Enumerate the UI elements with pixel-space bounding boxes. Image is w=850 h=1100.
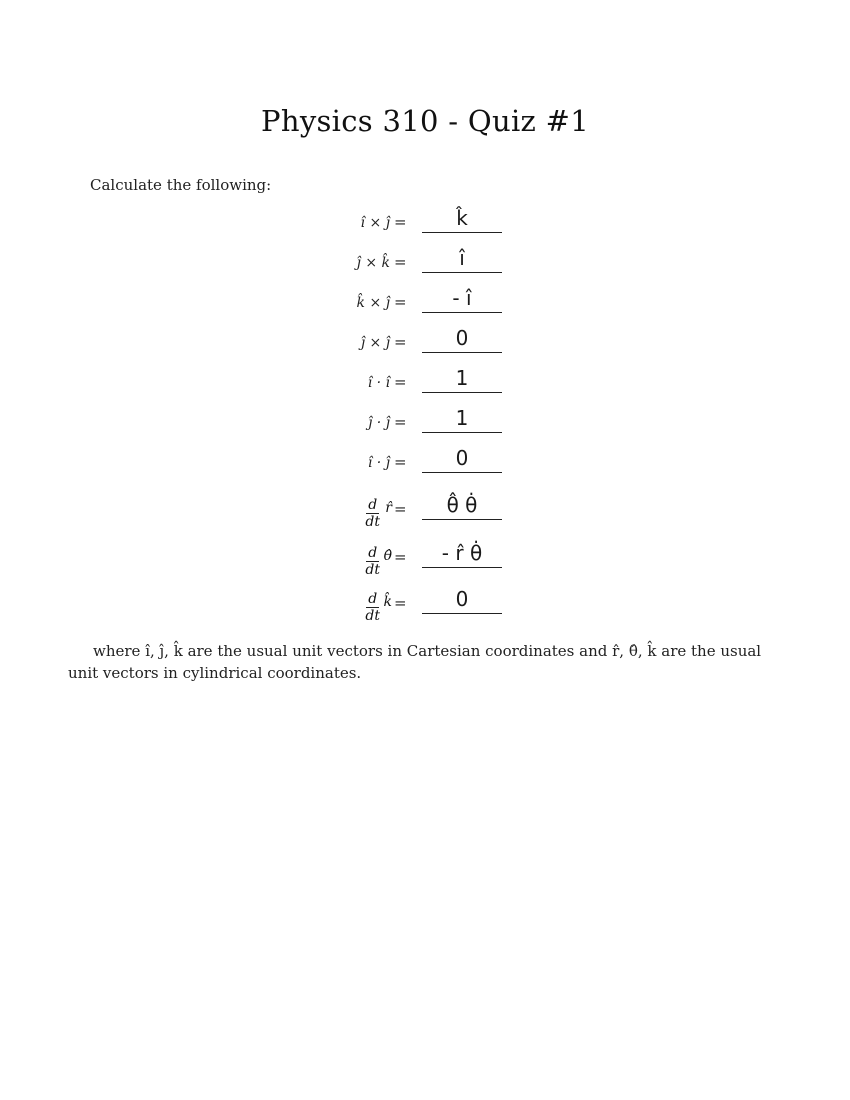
equals-sign: = (394, 293, 407, 311)
question-expression: î · î (367, 375, 390, 391)
handwritten-answer: 1 (455, 406, 469, 430)
question-expression: ĵ × k̂ (356, 255, 390, 271)
answer-blank[interactable] (422, 537, 502, 568)
question-expression: î × ĵ (360, 215, 390, 231)
instructions: Calculate the following: (90, 176, 272, 194)
handwritten-answer: 0 (455, 446, 469, 470)
question-row (330, 283, 520, 313)
footer-note: where î, ĵ, k̂ are the usual unit vectors in Cartesian coordinates and r̂, θ̂, k̂ are the usual unit vectors in cylindrical coordinates. (68, 642, 762, 682)
answer-blank[interactable] (422, 402, 502, 433)
equals-sign: = (394, 500, 407, 518)
handwritten-answer: - r̂ θ̇ (441, 541, 483, 565)
equals-sign: = (394, 213, 407, 231)
question-row (330, 323, 520, 353)
equals-sign: = (394, 548, 407, 566)
derivative-numerator: d (368, 545, 378, 561)
question-row (330, 443, 520, 473)
equals-sign: = (394, 413, 407, 431)
answer-blank[interactable] (422, 362, 502, 393)
derivative-operand: k̂ (383, 594, 392, 610)
question-expression: ĵ × ĵ (360, 335, 390, 351)
handwritten-answer: 0 (455, 587, 469, 611)
derivative-operand: θ̂ (383, 548, 392, 564)
answer-blank[interactable] (422, 489, 502, 520)
question-row (330, 584, 520, 624)
derivative-operand: r̂ (385, 500, 392, 516)
handwritten-answer: θ̂ θ̇ (446, 493, 478, 517)
question-row (330, 203, 520, 233)
derivative-fraction (365, 591, 380, 624)
answer-blank[interactable] (422, 282, 502, 313)
derivative-denominator: dt (365, 608, 380, 624)
equals-sign: = (394, 373, 407, 391)
page-title: Physics 310 - Quiz #1 (261, 104, 589, 138)
handwritten-answer: k̂ (456, 206, 468, 230)
question-row (330, 243, 520, 273)
answer-blank[interactable] (422, 202, 502, 233)
derivative-denominator: dt (365, 514, 380, 530)
question-expression: k̂ × ĵ (356, 295, 390, 311)
derivative-fraction (365, 497, 380, 530)
derivative-denominator: dt (365, 562, 380, 578)
question-expression: ĵ · ĵ (367, 415, 390, 431)
answer-blank[interactable] (422, 322, 502, 353)
answer-blank[interactable] (422, 242, 502, 273)
derivative-numerator: d (368, 497, 378, 513)
question-row (330, 538, 520, 578)
answer-blank[interactable] (422, 442, 502, 473)
handwritten-answer: 1 (455, 366, 469, 390)
handwritten-answer: - î (452, 286, 472, 310)
question-expression: î · ĵ (367, 455, 390, 471)
equals-sign: = (394, 253, 407, 271)
handwritten-answer: 0 (455, 326, 469, 350)
handwritten-answer: î (459, 246, 465, 270)
derivative-fraction (365, 545, 380, 578)
question-row (330, 363, 520, 393)
equals-sign: = (394, 453, 407, 471)
question-row (330, 403, 520, 433)
equals-sign: = (394, 594, 407, 612)
question-row (330, 490, 520, 530)
answer-blank[interactable] (422, 583, 502, 614)
equals-sign: = (394, 333, 407, 351)
derivative-numerator: d (368, 591, 378, 607)
